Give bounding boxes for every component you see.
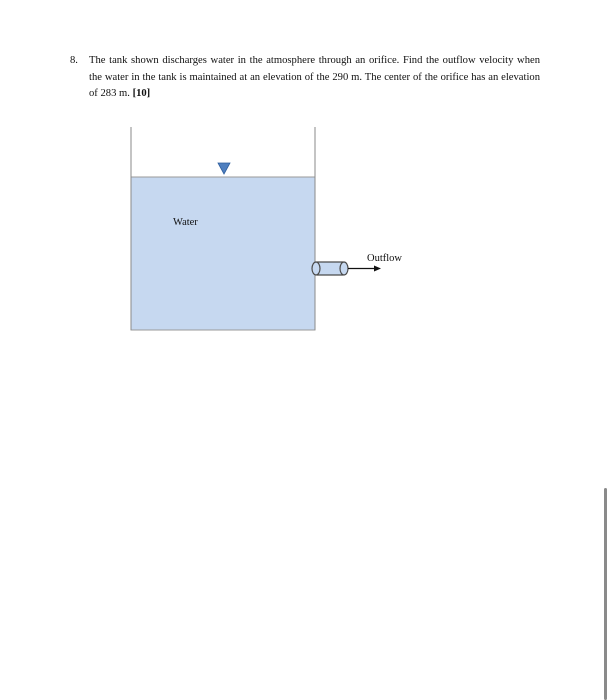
question-marks: [10] <box>132 88 151 99</box>
outflow-label: Outflow <box>367 253 402 264</box>
orifice-pipe <box>312 262 348 275</box>
outflow-arrow-head-icon <box>374 266 381 272</box>
water-label: Water <box>173 217 198 228</box>
free-surface-marker-icon <box>218 163 230 174</box>
vertical-scrollbar[interactable] <box>604 488 607 700</box>
question-number: 8. <box>70 55 78 66</box>
water-body <box>131 177 315 330</box>
question-text: The tank shown discharges water in the atmosphere through an orifice. Find the outflow velocity when the water in the tank is maintained at an elevation of the 290 m. The center of the orifice has an elevation of 283 m. <box>89 55 540 99</box>
